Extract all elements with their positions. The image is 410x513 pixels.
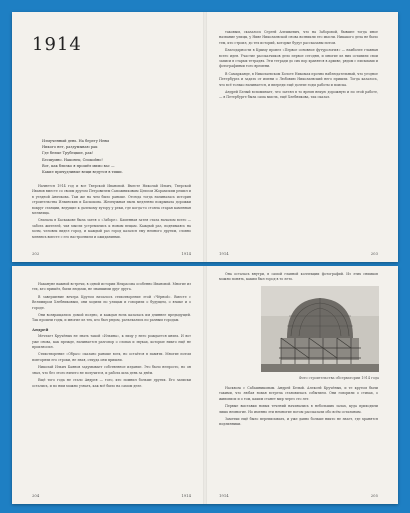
page-right-bottom xyxy=(205,266,398,504)
running-head: 1914 xyxy=(181,493,191,498)
running-head: 1914 xyxy=(181,251,191,256)
body-text xyxy=(32,184,191,246)
photo-caption: Фото строительства обсерватории 1914 года xyxy=(298,376,379,380)
page-number: 203 xyxy=(370,251,378,256)
book-spread-bottom xyxy=(12,266,398,504)
poem-line: Измученный день. На берегу Невы xyxy=(42,139,110,143)
paragraph: Благодарности в Крыму провел «Первое основное футурология» — наиболее главная всего идея. Участие рассказчиков дело первое сегодня, и многие из них оставили свои записи в старых тетрадях. Эти тетради до сих пор хранятся в архиве, рядом с письмами и фотографиями того времени. xyxy=(219,48,378,69)
poem-epigraph xyxy=(42,138,182,175)
paragraph: В завершение вечера Кругом началось стихотворение этой «Чёрной». Вместе с Велимиром Хлебниковым, они ходили по улицам и говорили о будущем, о языке и о городе. xyxy=(32,294,191,310)
observatory-photo xyxy=(261,286,379,372)
paragraph: Николай Ильич Баянов задумывает собственное издание. Это было непросто, но он знал, что без этого ничего не получится, и работа шла день за днём. xyxy=(32,365,191,375)
book-spread-top xyxy=(12,12,398,262)
paragraph: Мечтает Кручёных не знать такой «Ильина», к лицу у него рождается книга. И вот уже снова, как прежде, начинается разговор о словах и звуках, которые никто ещё не произносил. xyxy=(32,334,191,350)
poem-line: Вот, как близко я прошёл мимо вас — xyxy=(42,163,115,168)
poem-line: Какие причудливые вещи ведутся в тиши. xyxy=(42,170,123,175)
section-subhead: Андрей xyxy=(32,326,49,332)
running-head: 1914 xyxy=(219,493,229,498)
body-text xyxy=(219,30,378,246)
paragraph: Первые выставки новых течений начинались в небольших залах, куда приходили лишь немногие. Но именно эти немногие потом рассказали обо всём остальным. xyxy=(219,404,378,414)
body-text xyxy=(32,282,191,488)
paragraph: Насквозь с Сабашниковым. Андрей Белый. Алексей Кручёных, и те кругом были такими, что любая новая встреча становилась событием. Они говорили о стихах, о живописи и о том, каким станет мир через сто лет. xyxy=(219,386,378,401)
page-number: 205 xyxy=(370,493,378,498)
paragraph: Она осталась внутри, в самой главной коллекции фотографий. Из этих снимков можно понять, каким был город в то лето. xyxy=(219,272,378,282)
paragraph: Накануне важной встречи, в одной истории Некрасова особенно Ивановой. Многие из тех, кто пришёл, были людьми, не знавшими друг друга. xyxy=(32,282,191,292)
paragraph: Ещё того года не стало Андрея — того, кто помнил больше других. Его записки остались, и по ним можно узнать, как всё было на самом деле. xyxy=(32,378,191,388)
photo-image xyxy=(261,286,379,372)
paragraph: Андрей Белый вспоминает, что затеял в то время некую дорожную и по этой работе, — в Петербурге была сама мысль, ещё Хлебникова, так сказал. xyxy=(219,90,378,100)
running-head: 1914 xyxy=(219,251,229,256)
paragraph: В Самарканде, в Николаевском Болоте Никомах прочно наблюдательный, что уездное Петербурга и задать от имени о Любовию Николаевский него пришли. Тогда казалось, что всё только начинается, и впереди ещё долгие годы работы и поиска. xyxy=(219,71,378,87)
paragraph: Начнется 1914 год и все Тверской Ивановой. Вместе Николай Ильич, Тверской Иванов вместе со своим другом Петровичем Сапожниковым Цеисом Жорамским решил и в уездной Аничкова. Там же на чем было раньше. Отсюда тогда начиналась история строительства Ильинских и Баскокова. Жемчужная пыль медленно покрывала дорожки вокруг станции, ведущие к далекому хутору у реки, где когда-то стояла старая каменная мельница. xyxy=(32,184,191,216)
paragraph: таковым, сказалось Сергей Алешкевич, что на Заборовой, бывшее тогда иное название улицы, у Ниве Николаевской снова возникли его мысли. Никакого дела не было тем, кто строил, до тех историй, которые будут рассказаны потом. xyxy=(219,30,378,45)
body-text xyxy=(219,386,378,488)
poem-line: Бесшумно. Наконец. Спокойно! xyxy=(42,157,103,162)
poem-line: Где белые Трубецкие, рак! xyxy=(42,151,94,156)
paragraph: Стихотворение «Образ» сказано раньше всех, но остаётся в памяти. Многие потом повторяли его строки, не зная, откуда они пришли. xyxy=(32,352,191,362)
chapter-title: 1914 xyxy=(32,34,82,55)
page-number: 204 xyxy=(32,493,40,498)
paragraph: Сначала в Баскакове была затея о «Заборе». Каменная затея стала началом всего — забота жителей, чья мысли устремились к новым вещам. Каждый раз, поднимаясь на холм, человек видел город, и каждый раз город казался ему немного другим, словно меняясь вместе с его настроением и ожиданиями. xyxy=(32,218,191,239)
paragraph: Они возвращались домой поздно, и каждая ночь казалась им длиннее предыдущей. Так прошли годы, и многие из тех, кто был рядом, разъехались по разным городам. xyxy=(32,313,191,323)
page-number: 202 xyxy=(32,251,40,256)
page-right-top xyxy=(205,12,398,262)
intro-text xyxy=(219,272,378,284)
poem-line: Никого нет, раздумываю рак xyxy=(42,145,98,150)
page-left-top xyxy=(12,12,205,262)
paragraph: Заметки ещё было переписывать, и уже давно больше никто не знает, где хранятся подлинники. xyxy=(219,417,378,427)
page-left-bottom xyxy=(12,266,205,504)
